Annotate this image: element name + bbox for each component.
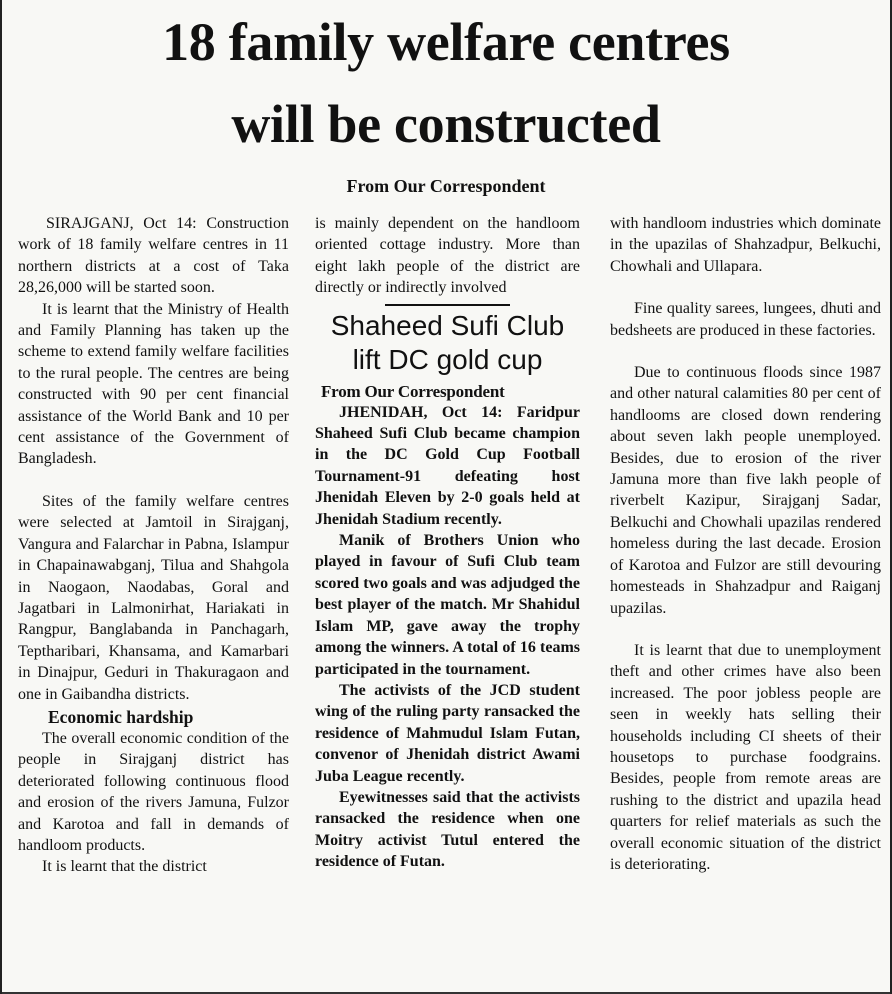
paragraph-spacer [610,619,881,640]
paragraph-spacer [610,341,881,362]
paragraph-ministry: It is learnt that the Ministry of Health and Family Planning has taken up the scheme to extend family welfare facilities to the rural people. The centres are being constructed with 90 per cent financial assistance of the World Bank and 10 per cent assistance of the Government of Bangladesh. [18,300,289,468]
column-3 [610,213,881,875]
headline-line-1: 18 family welfare centres [162,12,730,72]
paragraph-upazilas: with handloom industries which dominate in the upazilas of Shahzadpur, Belkuchi, Chowhali and Ullapara. [610,215,881,275]
paragraph-handloom: is mainly dependent on the handloom oriented cottage industry. More than eight lakh people of the district are directly or indirectly involved [315,215,580,297]
inset-divider [385,304,510,306]
subhead-economic-hardship: Economic hardship [48,706,194,727]
paragraph-district: It is learnt that the district [42,858,207,876]
paragraph-dateline: SIRAJGANJ, Oct 14: Construction work of 18 family welfare centres in 11 northern districts at a cost of Taka 28,26,000 will be started soon. [18,215,289,297]
paragraph-spacer [18,470,289,491]
paragraph-unemployment: It is learnt that due to unemployment theft and other crimes have also been increased. The poor jobless people are seen in weekly hats selling their households including CI sheets of their housetops to purchase foodgrains. Besides, people from remote areas are rushing to the district and upazila head quarters for relief materials as such the overall economic situation of the district is deteriorating. [610,641,881,873]
inset-headline: Shaheed Sufi Club lift DC gold cup [330,309,565,375]
inset-paragraph-jcd: The activists of the JCD student wing of the ruling party ransacked the residence of Mahmudul Islam Futan, convenor of Jhenidah district Awami Juba League recently. [315,681,580,785]
paragraph-products: Fine quality sarees, lungees, dhuti and bedsheets are produced in these factories. [610,300,881,339]
inset-paragraph-eyewitness: Eyewitnesses said that the activists ransacked the residence when one Moitry activist Tutul entered the residence of Futan. [315,788,580,871]
column-1 [18,213,289,878]
paragraph-sites: Sites of the family welfare centres were selected at Jamtoil in Sirajganj, Vangura and Falarchar in Pabna, Islampur in Chapainawabganj, Tilua and Shahgola in Naogaon, Naodabas, Goral and Jagatbari in Lalmonirhat, Hariakati in Rangpur, Banglabanda in Panchagarh, Teptharibari, Khansama, and Kamarbari in Dinajpur, Geduri in Thakuragaon and one in Gaibandha districts. [18,492,289,703]
main-byline: From Our Correspondent [346,176,546,196]
column-2 [315,213,580,873]
paragraph-spacer [610,277,881,298]
paragraph-floods: Due to continuous floods since 1987 and other natural calamities 80 per cent of handlooms are closed down rendering about seven lakh people unemployed. Besides, due to erosion of the river Jamuna more than five lakh people of riverbelt Kazipur, Sirajganj Sadar, Belkuchi and Chowhali upazilas rendered homeless during the last decade. Erosion of Karotoa and Fulzor are still devouring homesteads in Shahzadpur and Raiganj upazilas. [610,364,881,617]
inset-paragraph-player: Manik of Brothers Union who played in favour of Sufi Club team scored two goals and was adjudged the best player of the match. Mr Shahidul Islam MP, gave away the trophy among the winners. A total of 16 teams participated in the tournament. [315,532,580,678]
paragraph-economic-condition: The overall economic condition of the people in Sirajganj district has deteriorated following continuous flood and erosion of the rivers Jamuna, Fulzor and Karotoa and fall in demands of handloom products. [18,729,289,854]
inset-body [315,402,580,873]
inset-paragraph-dateline: JHENIDAH, Oct 14: Faridpur Shaheed Sufi Club became champion in the DC Gold Cup Football Tournament-91 defeating host Jhenidah Eleven by 2-0 goals held at Jhenidah Stadium recently. [315,403,580,528]
inset-byline: From Our Correspondent [321,381,505,401]
headline-line-2: will be constructed [231,94,661,154]
